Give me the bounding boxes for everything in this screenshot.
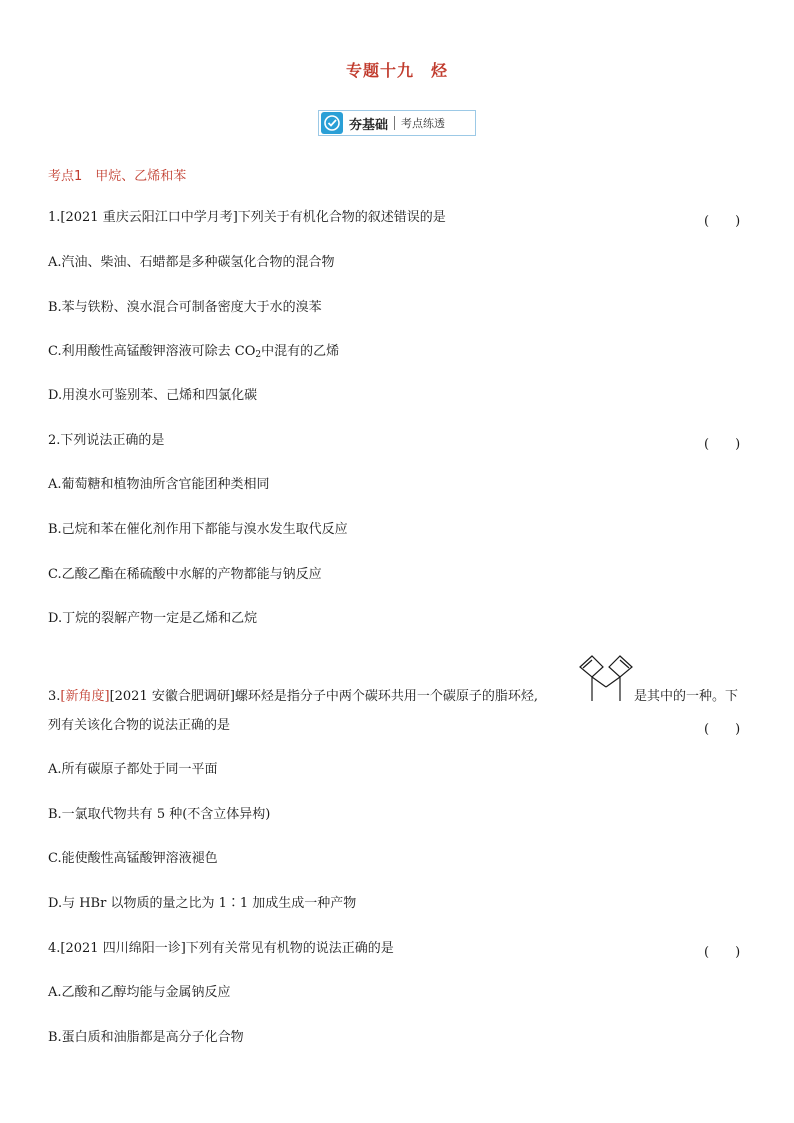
- section-badge: [318, 110, 476, 136]
- question-3-stem-continued: 是其中的一种。下: [634, 689, 739, 704]
- question-1-option-c-subscript: 2: [255, 350, 262, 360]
- question-1-option-a: A.汽油、柴油、石蜡都是多种碳氢化合物的混合物: [48, 255, 335, 270]
- question-3-answer-blank: ( ): [704, 722, 741, 737]
- question-2-option-a: A.葡萄糖和植物油所含官能团种类相同: [48, 477, 270, 492]
- question-4-stem: 4.[2021 四川绵阳一诊]下列有关常见有机物的说法正确的是: [48, 941, 394, 956]
- question-3-stem-text: [2021 安徽合肥调研]螺环烃是指分子中两个碳环共用一个碳原子的脂环烃,: [109, 689, 539, 704]
- question-1-answer-blank: ( ): [704, 214, 741, 229]
- page-title: 专题十九 烃: [345, 61, 448, 80]
- question-4-option-b: B.蛋白质和油脂都是高分子化合物: [48, 1030, 244, 1045]
- question-4-option-a: A.乙酸和乙醇均能与金属钠反应: [48, 985, 231, 1000]
- question-2-option-c: C.乙酸乙酯在稀硫酸中水解的产物都能与钠反应: [48, 567, 322, 582]
- question-3-option-a: A.所有碳原子都处于同一平面: [48, 762, 218, 777]
- question-2-option-d: D.丁烷的裂解产物一定是乙烯和乙烷: [48, 611, 258, 626]
- badge-divider: [394, 116, 395, 130]
- question-1-option-c-tail: 中混有的乙烯: [261, 344, 340, 359]
- question-2-answer-blank: ( ): [704, 437, 741, 452]
- question-1-stem: 1.[2021 重庆云阳江口中学月考]下列关于有机化合物的叙述错误的是: [48, 210, 446, 225]
- badge-main-label: 夯基础: [349, 117, 389, 133]
- question-1-option-c-text: C.利用酸性高锰酸钾溶液可除去 CO: [48, 344, 256, 359]
- question-3-stem-line2: 列有关该化合物的说法正确的是: [48, 718, 231, 733]
- question-3-option-c: C.能使酸性高锰酸钾溶液褪色: [48, 851, 218, 866]
- spiro-hydrocarbon-structure: [574, 651, 638, 703]
- section-heading: 考点1 甲烷、乙烯和苯: [48, 169, 187, 184]
- question-3-tag: [新角度]: [60, 689, 110, 704]
- question-3-option-b: B.一氯取代物共有 5 种(不含立体异构): [48, 807, 271, 822]
- badge-sub-label: 考点练透: [401, 117, 446, 130]
- target-check-icon: [321, 112, 343, 134]
- question-1-option-c: [48, 344, 339, 363]
- question-3-number: 3.: [48, 689, 61, 704]
- question-4-answer-blank: ( ): [704, 945, 741, 960]
- question-2-option-b: B.己烷和苯在催化剂作用下都能与溴水发生取代反应: [48, 522, 348, 537]
- question-3-option-d: D.与 HBr 以物质的量之比为 1∶1 加成生成一种产物: [48, 896, 357, 911]
- question-1-option-d: D.用溴水可鉴别苯、己烯和四氯化碳: [48, 388, 258, 403]
- question-3-stem: [48, 689, 538, 705]
- question-1-option-b: B.苯与铁粉、溴水混合可制备密度大于水的溴苯: [48, 300, 322, 315]
- question-2-stem: 2.下列说法正确的是: [48, 433, 165, 448]
